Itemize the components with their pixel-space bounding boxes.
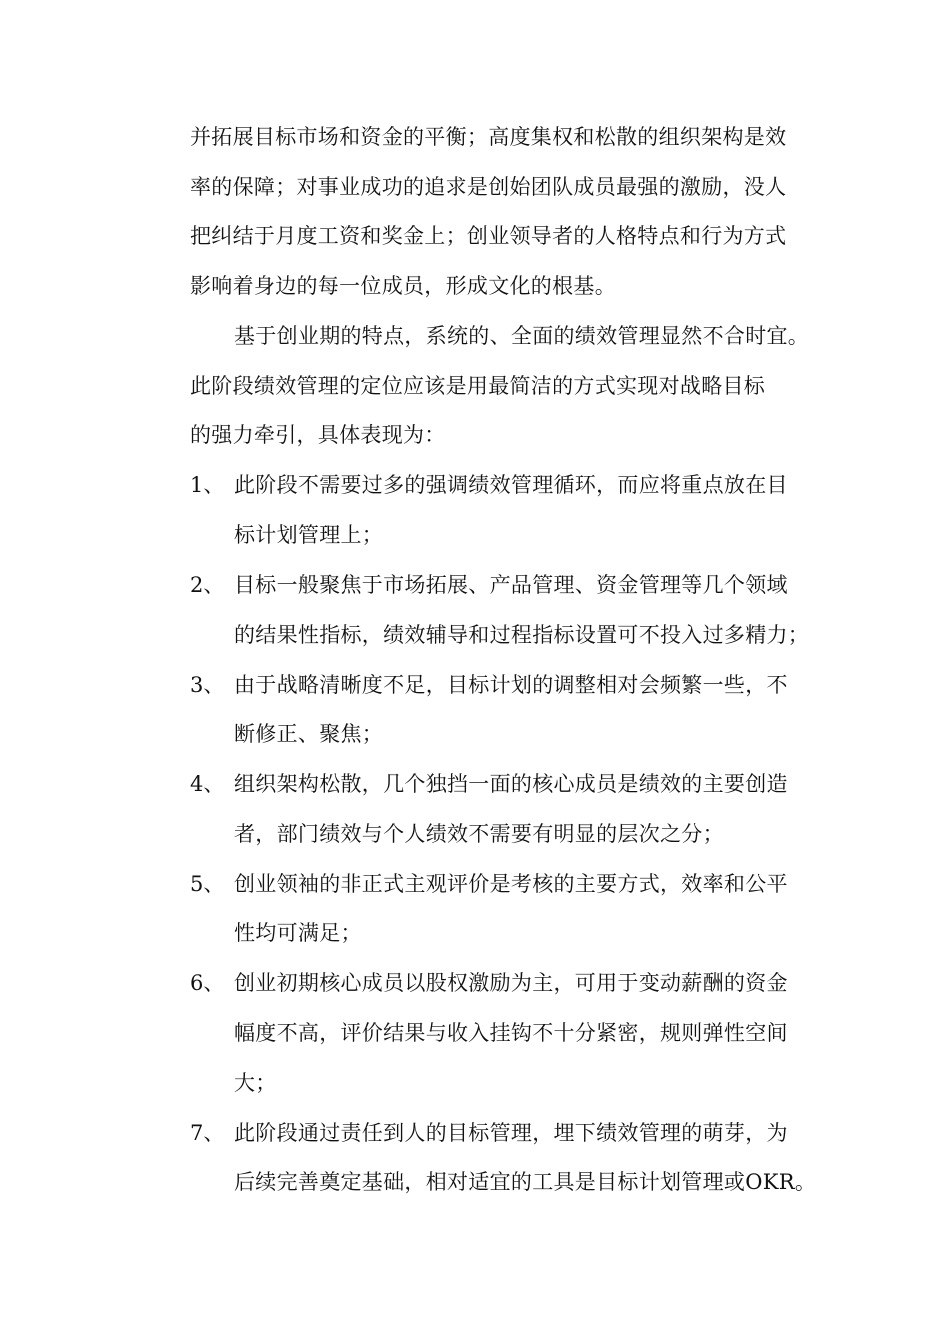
paragraph-1-line-2: 率的保障；对事业成功的追求是创始团队成员最强的激励，没人 (190, 175, 787, 199)
paragraph-2-line-3: 的强力牵引，具体表现为： (190, 423, 446, 447)
paragraph-2-line-1: 基于创业期的特点，系统的、全面的绩效管理显然不合时宜。 (234, 324, 810, 348)
list-item-line: 此阶段通过责任到人的目标管理，埋下绩效管理的萌芽，为 (234, 1121, 788, 1145)
paragraph-1-line-3: 把纠结于月度工资和奖金上；创业领导者的人格特点和行为方式 (190, 224, 787, 248)
list-item-line: 大； (234, 1071, 277, 1095)
list-item-number: 4、 (190, 772, 225, 796)
paragraph-1-line-4: 影响着身边的每一位成员，形成文化的根基。 (190, 274, 616, 298)
list-item-number: 2、 (190, 573, 225, 597)
list-item-number: 1、 (190, 473, 225, 497)
list-item-number: 6、 (190, 971, 225, 995)
list-item-line: 的结果性指标，绩效辅导和过程指标设置可不投入过多精力； (234, 623, 810, 647)
paragraph-1-line-1: 并拓展目标市场和资金的平衡；高度集权和松散的组织架构是效 (190, 125, 787, 149)
list-item-line: 后续完善奠定基础，相对适宜的工具是目标计划管理或OKR。 (234, 1170, 817, 1194)
list-item-line: 组织架构松散，几个独挡一面的核心成员是绩效的主要创造 (234, 772, 788, 796)
list-item-line: 幅度不高，评价结果与收入挂钩不十分紧密，规则弹性空间 (234, 1021, 788, 1045)
list-item-number: 5、 (190, 872, 225, 896)
list-item-line: 目标一般聚焦于市场拓展、产品管理、资金管理等几个领域 (234, 573, 788, 597)
list-item-line: 创业领袖的非正式主观评价是考核的主要方式，效率和公平 (234, 872, 788, 896)
list-item-line: 性均可满足； (234, 921, 362, 945)
list-item-line: 由于战略清晰度不足，目标计划的调整相对会频繁一些，不 (234, 673, 788, 697)
list-item-number: 7、 (190, 1121, 225, 1145)
list-item-line: 创业初期核心成员以股权激励为主，可用于变动薪酬的资金 (234, 971, 788, 995)
list-item-line: 此阶段不需要过多的强调绩效管理循环，而应将重点放在目 (234, 473, 788, 497)
list-item-line: 断修正、聚焦； (234, 722, 384, 746)
list-item-number: 3、 (190, 673, 225, 697)
list-item-line: 者，部门绩效与个人绩效不需要有明显的层次之分； (234, 822, 724, 846)
list-item-line: 标计划管理上； (234, 523, 384, 547)
paragraph-2-line-2: 此阶段绩效管理的定位应该是用最简洁的方式实现对战略目标 (190, 374, 766, 398)
